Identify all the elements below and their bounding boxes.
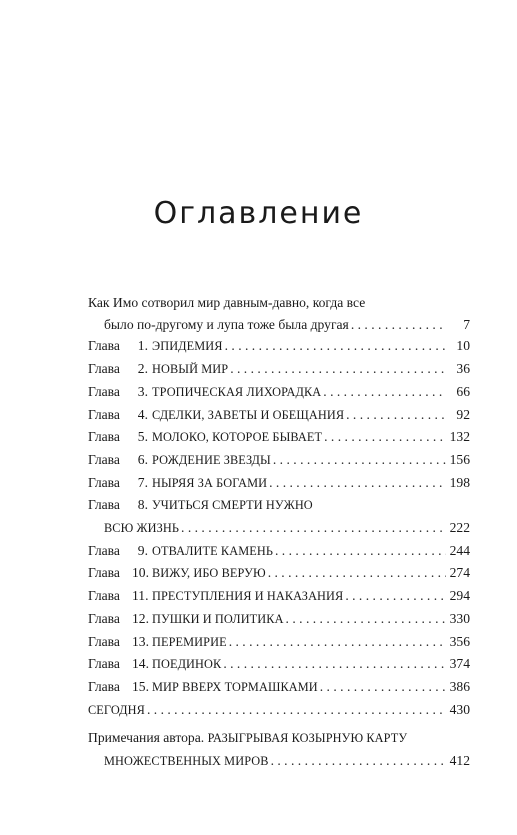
chapter-word: Глава — [88, 474, 120, 490]
toc-chapter-3[interactable] — [88, 381, 470, 404]
chapter-number: 12. — [132, 610, 149, 626]
chapter-number: 1. — [137, 338, 148, 354]
chapter-title: МОЛОКО, КОТОРОЕ БЫВАЕТ — [152, 430, 323, 445]
dot-leader — [223, 653, 446, 675]
page-number: 7 — [463, 316, 470, 332]
dot-leader — [273, 449, 446, 471]
toc-chapter-2[interactable] — [88, 358, 470, 381]
page-number: 430 — [449, 701, 470, 717]
chapter-title: ОТВАЛИТЕ КАМЕНЬ — [152, 543, 273, 558]
chapter-word: Глава — [88, 656, 120, 672]
dot-leader — [181, 517, 446, 539]
chapter-number: 4. — [137, 406, 148, 422]
toc-chapter-13[interactable] — [88, 631, 470, 654]
page-number: 66 — [456, 383, 470, 399]
chapter-number: 5. — [137, 429, 148, 445]
chapter-number: 8. — [137, 497, 148, 513]
chapter-number: 6. — [137, 451, 148, 467]
toc-intro-text: Как Имо сотворил мир давным-давно, когда все — [88, 295, 366, 310]
chapter-number: 13. — [132, 633, 149, 649]
chapter-title: МИР ВВЕРХ ТОРМАШКАМИ — [152, 679, 318, 694]
chapter-title: ЭПИДЕМИЯ — [152, 339, 223, 354]
chapter-word: Глава — [88, 338, 120, 354]
table-of-contents — [88, 292, 470, 773]
dot-leader — [269, 472, 446, 494]
toc-intro-text-cont: было по-другому и лупа тоже была другая — [104, 316, 349, 332]
chapter-title: ПОЕДИНОК — [152, 657, 222, 672]
chapter-number: 9. — [137, 542, 148, 558]
chapter-title: ВИЖУ, ИБО ВЕРУЮ — [152, 566, 266, 581]
chapter-word: Глава — [88, 565, 120, 581]
toc-intro-line-1[interactable] — [88, 292, 470, 314]
dot-leader — [229, 631, 446, 653]
chapter-number: 2. — [137, 361, 148, 377]
chapter-word: Глава — [88, 633, 120, 649]
chapter-word: Глава — [88, 361, 120, 377]
toc-intro-line-2[interactable] — [88, 314, 470, 336]
chapter-title: СДЕЛКИ, ЗАВЕТЫ И ОБЕЩАНИЯ — [152, 407, 345, 422]
chapter-title-cont: ВСЮ ЖИЗНЬ — [104, 521, 180, 536]
toc-chapter-6[interactable] — [88, 449, 470, 472]
chapter-title: РОЖДЕНИЕ ЗВЕЗДЫ — [152, 452, 271, 467]
toc-chapter-15[interactable] — [88, 676, 470, 699]
page-number: 92 — [456, 406, 470, 422]
chapter-number: 10. — [132, 565, 149, 581]
page-number: 198 — [449, 474, 470, 490]
chapter-number: 11. — [132, 588, 149, 604]
toc-chapter-9[interactable] — [88, 540, 470, 563]
page-number: 132 — [449, 429, 470, 445]
toc-chapter-11[interactable] — [88, 585, 470, 608]
chapter-word: Глава — [88, 383, 120, 399]
dot-leader — [225, 335, 446, 357]
toc-chapter-12[interactable] — [88, 608, 470, 631]
chapter-number: 15. — [132, 678, 149, 694]
dot-leader — [345, 585, 446, 607]
page-number: 36 — [456, 361, 470, 377]
toc-chapter-8[interactable] — [88, 494, 470, 517]
toc-chapter-5[interactable] — [88, 426, 470, 449]
page-number: 356 — [449, 633, 470, 649]
chapter-word: Глава — [88, 610, 120, 626]
chapter-word: Глава — [88, 678, 120, 694]
page-number: 386 — [449, 678, 470, 694]
dot-leader — [320, 676, 446, 698]
chapter-word: Глава — [88, 542, 120, 558]
page-number: 244 — [449, 542, 470, 558]
page-number: 274 — [449, 565, 470, 581]
dot-leader — [286, 608, 446, 630]
toc-chapter-8-cont[interactable] — [88, 517, 470, 540]
dot-leader — [268, 562, 446, 584]
toc-chapter-14[interactable] — [88, 653, 470, 676]
page-number: 222 — [449, 520, 470, 536]
page-number: 156 — [449, 451, 470, 467]
chapter-title: ПУШКИ И ПОЛИТИКА — [152, 611, 284, 626]
dot-leader — [346, 404, 446, 426]
page-number: 330 — [449, 610, 470, 626]
dot-leader — [275, 540, 446, 562]
page-title: Оглавление — [153, 196, 364, 231]
chapter-number: 3. — [137, 383, 148, 399]
notes-title: РАЗЫГРЫВАЯ КОЗЫРНУЮ КАРТУ — [207, 731, 408, 746]
notes-title-cont: МНОЖЕСТВЕННЫХ МИРОВ — [104, 754, 269, 769]
toc-notes-cont[interactable] — [88, 750, 470, 773]
chapter-word: Глава — [88, 497, 120, 513]
dot-leader — [351, 314, 446, 336]
chapter-title: ПЕРЕМИРИЕ — [152, 634, 227, 649]
chapter-word: Глава — [88, 406, 120, 422]
dot-leader — [271, 750, 446, 772]
toc-chapter-1[interactable] — [88, 335, 470, 358]
chapter-word: Глава — [88, 429, 120, 445]
dot-leader — [324, 426, 446, 448]
chapter-title: ТРОПИЧЕСКАЯ ЛИХОРАДКА — [152, 384, 322, 399]
toc-today[interactable] — [88, 699, 470, 722]
toc-chapter-7[interactable] — [88, 472, 470, 495]
page-number: 412 — [449, 753, 470, 769]
toc-notes[interactable] — [88, 727, 470, 750]
page-number: 10 — [456, 338, 470, 354]
chapter-title: НЫРЯЯ ЗА БОГАМИ — [152, 475, 268, 490]
page-number: 374 — [449, 656, 470, 672]
chapter-word: Глава — [88, 588, 120, 604]
toc-chapter-10[interactable] — [88, 562, 470, 585]
chapter-title: НОВЫЙ МИР — [152, 362, 229, 377]
page-number: 294 — [449, 588, 470, 604]
dot-leader — [230, 358, 446, 380]
dot-leader — [323, 381, 446, 403]
chapter-word: Глава — [88, 451, 120, 467]
chapter-number: 14. — [132, 656, 149, 672]
toc-chapter-4[interactable] — [88, 404, 470, 427]
chapter-title: УЧИТЬСЯ СМЕРТИ НУЖНО — [152, 498, 313, 513]
today-title: СЕГОДНЯ — [88, 702, 145, 717]
notes-prefix: Примечания автора. — [88, 730, 205, 746]
chapter-title: ПРЕСТУПЛЕНИЯ И НАКАЗАНИЯ — [152, 589, 344, 604]
dot-leader — [147, 699, 446, 721]
chapter-number: 7. — [137, 474, 148, 490]
